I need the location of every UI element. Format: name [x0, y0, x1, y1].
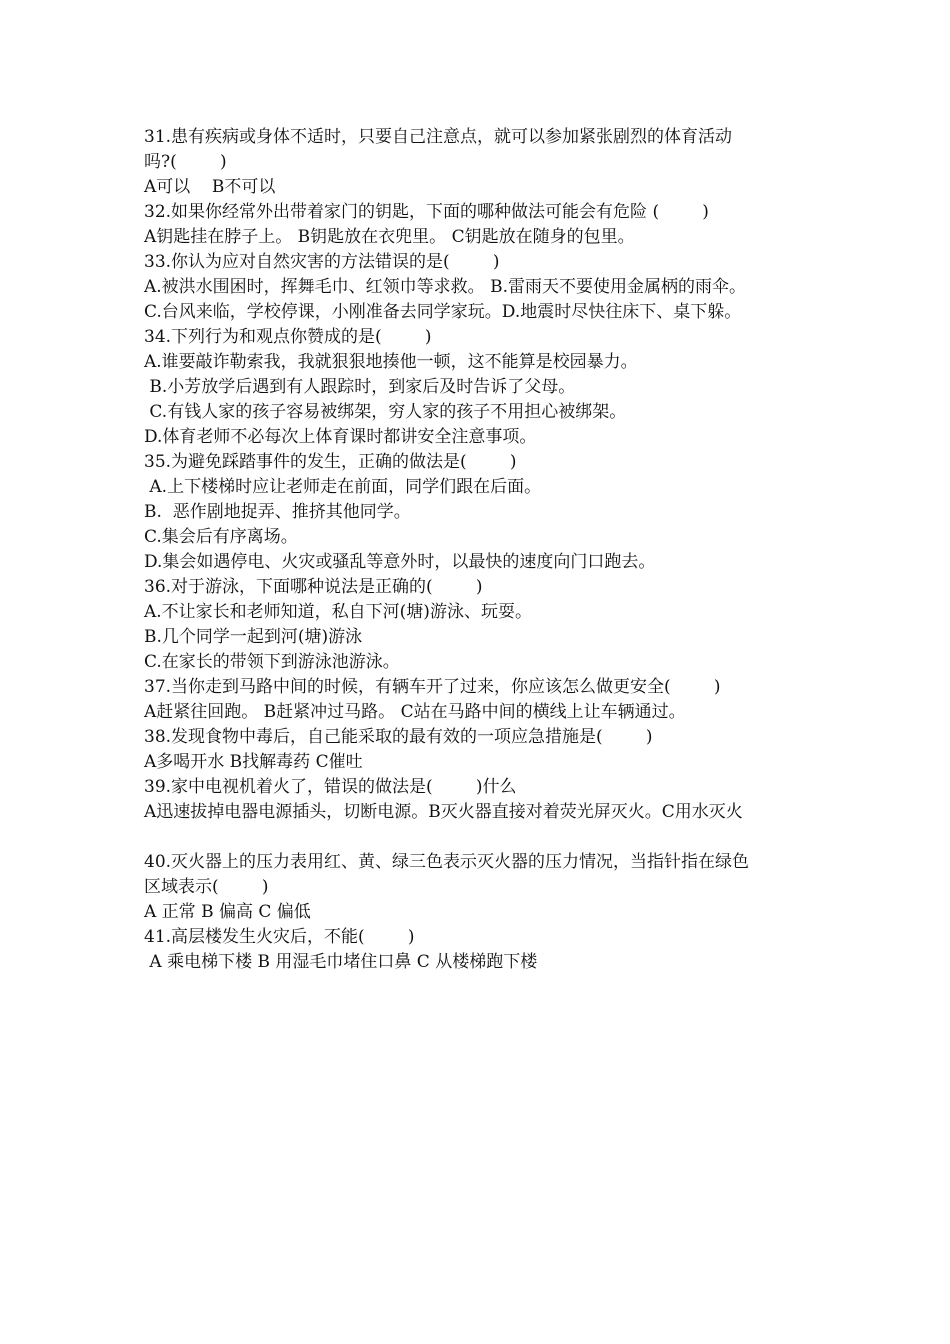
question-35-option-a: A.上下楼梯时应让老师走在前面，同学们跟在后面。	[144, 477, 542, 497]
question-34-stem: 34.下列行为和观点你赞成的是( )	[144, 327, 432, 347]
question-31-stem: 31.患有疾病或身体不适时，只要自己注意点，就可以参加紧张剧烈的体育活动	[144, 127, 733, 147]
question-40-stem: 40.灭火器上的压力表用红、黄、绿三色表示灭火器的压力情况，当指针指在绿色	[144, 852, 750, 872]
question-34-option-d: D.体育老师不必每次上体育课时都讲安全注意事项。	[144, 427, 537, 447]
question-41-options: A 乘电梯下楼 B 用湿毛巾堵住口鼻 C 从楼梯跑下楼	[144, 952, 538, 972]
question-38-options: A多喝开水 B找解毒药 C催吐	[144, 752, 363, 772]
question-34-option-b: B.小芳放学后遇到有人跟踪时，到家后及时告诉了父母。	[144, 377, 576, 397]
question-39-options: A迅速拔掉电器电源插头，切断电源。B灭火器直接对着荧光屏灭火。C用水灭火	[144, 802, 743, 822]
blank-line	[144, 825, 824, 850]
question-35-option-b: B. 恶作剧地捉弄、推挤其他同学。	[144, 502, 411, 522]
question-35-option-d: D.集会如遇停电、火灾或骚乱等意外时，以最快的速度向门口跑去。	[144, 552, 656, 572]
document-page	[144, 125, 824, 975]
question-40-stem-cont: 区域表示( )	[144, 877, 269, 897]
question-32-options: A钥匙挂在脖子上。 B钥匙放在衣兜里。 C钥匙放在随身的包里。	[144, 227, 635, 247]
question-31-stem-cont: 吗?( )	[144, 152, 227, 172]
question-35-option-c: C.集会后有序离场。	[144, 527, 298, 547]
question-36-option-a: A.不让家长和老师知道，私自下河(塘)游泳、玩耍。	[144, 602, 532, 622]
question-34-option-a: A.谁要敲诈勒索我，我就狠狠地揍他一顿，这不能算是校园暴力。	[144, 352, 638, 372]
question-38-stem: 38.发现食物中毒后，自己能采取的最有效的一项应急措施是( )	[144, 727, 653, 747]
question-36-stem: 36.对于游泳，下面哪种说法是正确的( )	[144, 577, 483, 597]
question-31-options: A可以 B不可以	[144, 177, 276, 197]
question-35-stem: 35.为避免踩踏事件的发生，正确的做法是( )	[144, 452, 517, 472]
question-36-option-b: B.几个同学一起到河(塘)游泳	[144, 627, 363, 647]
question-34-option-c: C.有钱人家的孩子容易被绑架，穷人家的孩子不用担心被绑架。	[144, 402, 627, 422]
question-33-stem: 33.你认为应对自然灾害的方法错误的是( )	[144, 252, 500, 272]
question-39-stem: 39.家中电视机着火了，错误的做法是( )什么	[144, 777, 517, 797]
question-32-stem: 32.如果你经常外出带着家门的钥匙，下面的哪种做法可能会有危险 ( )	[144, 202, 709, 222]
question-41-stem: 41.高层楼发生火灾后，不能( )	[144, 927, 415, 947]
question-36-option-c: C.在家长的带领下到游泳池游泳。	[144, 652, 400, 672]
question-40-options: A 正常 B 偏高 C 偏低	[144, 902, 311, 922]
question-37-stem: 37.当你走到马路中间的时候，有辆车开了过来，你应该怎么做更安全( )	[144, 677, 721, 697]
question-37-options: A赶紧往回跑。 B赶紧冲过马路。 C站在马路中间的横线上让车辆通过。	[144, 702, 686, 722]
question-33-options-cd: C.台风来临，学校停课，小刚准备去同学家玩。D.地震时尽快往床下、桌下躲。	[144, 302, 742, 322]
question-33-options-ab: A.被洪水围困时，挥舞毛巾、红领巾等求救。 B.雷雨天不要使用金属柄的雨伞。	[144, 277, 746, 297]
